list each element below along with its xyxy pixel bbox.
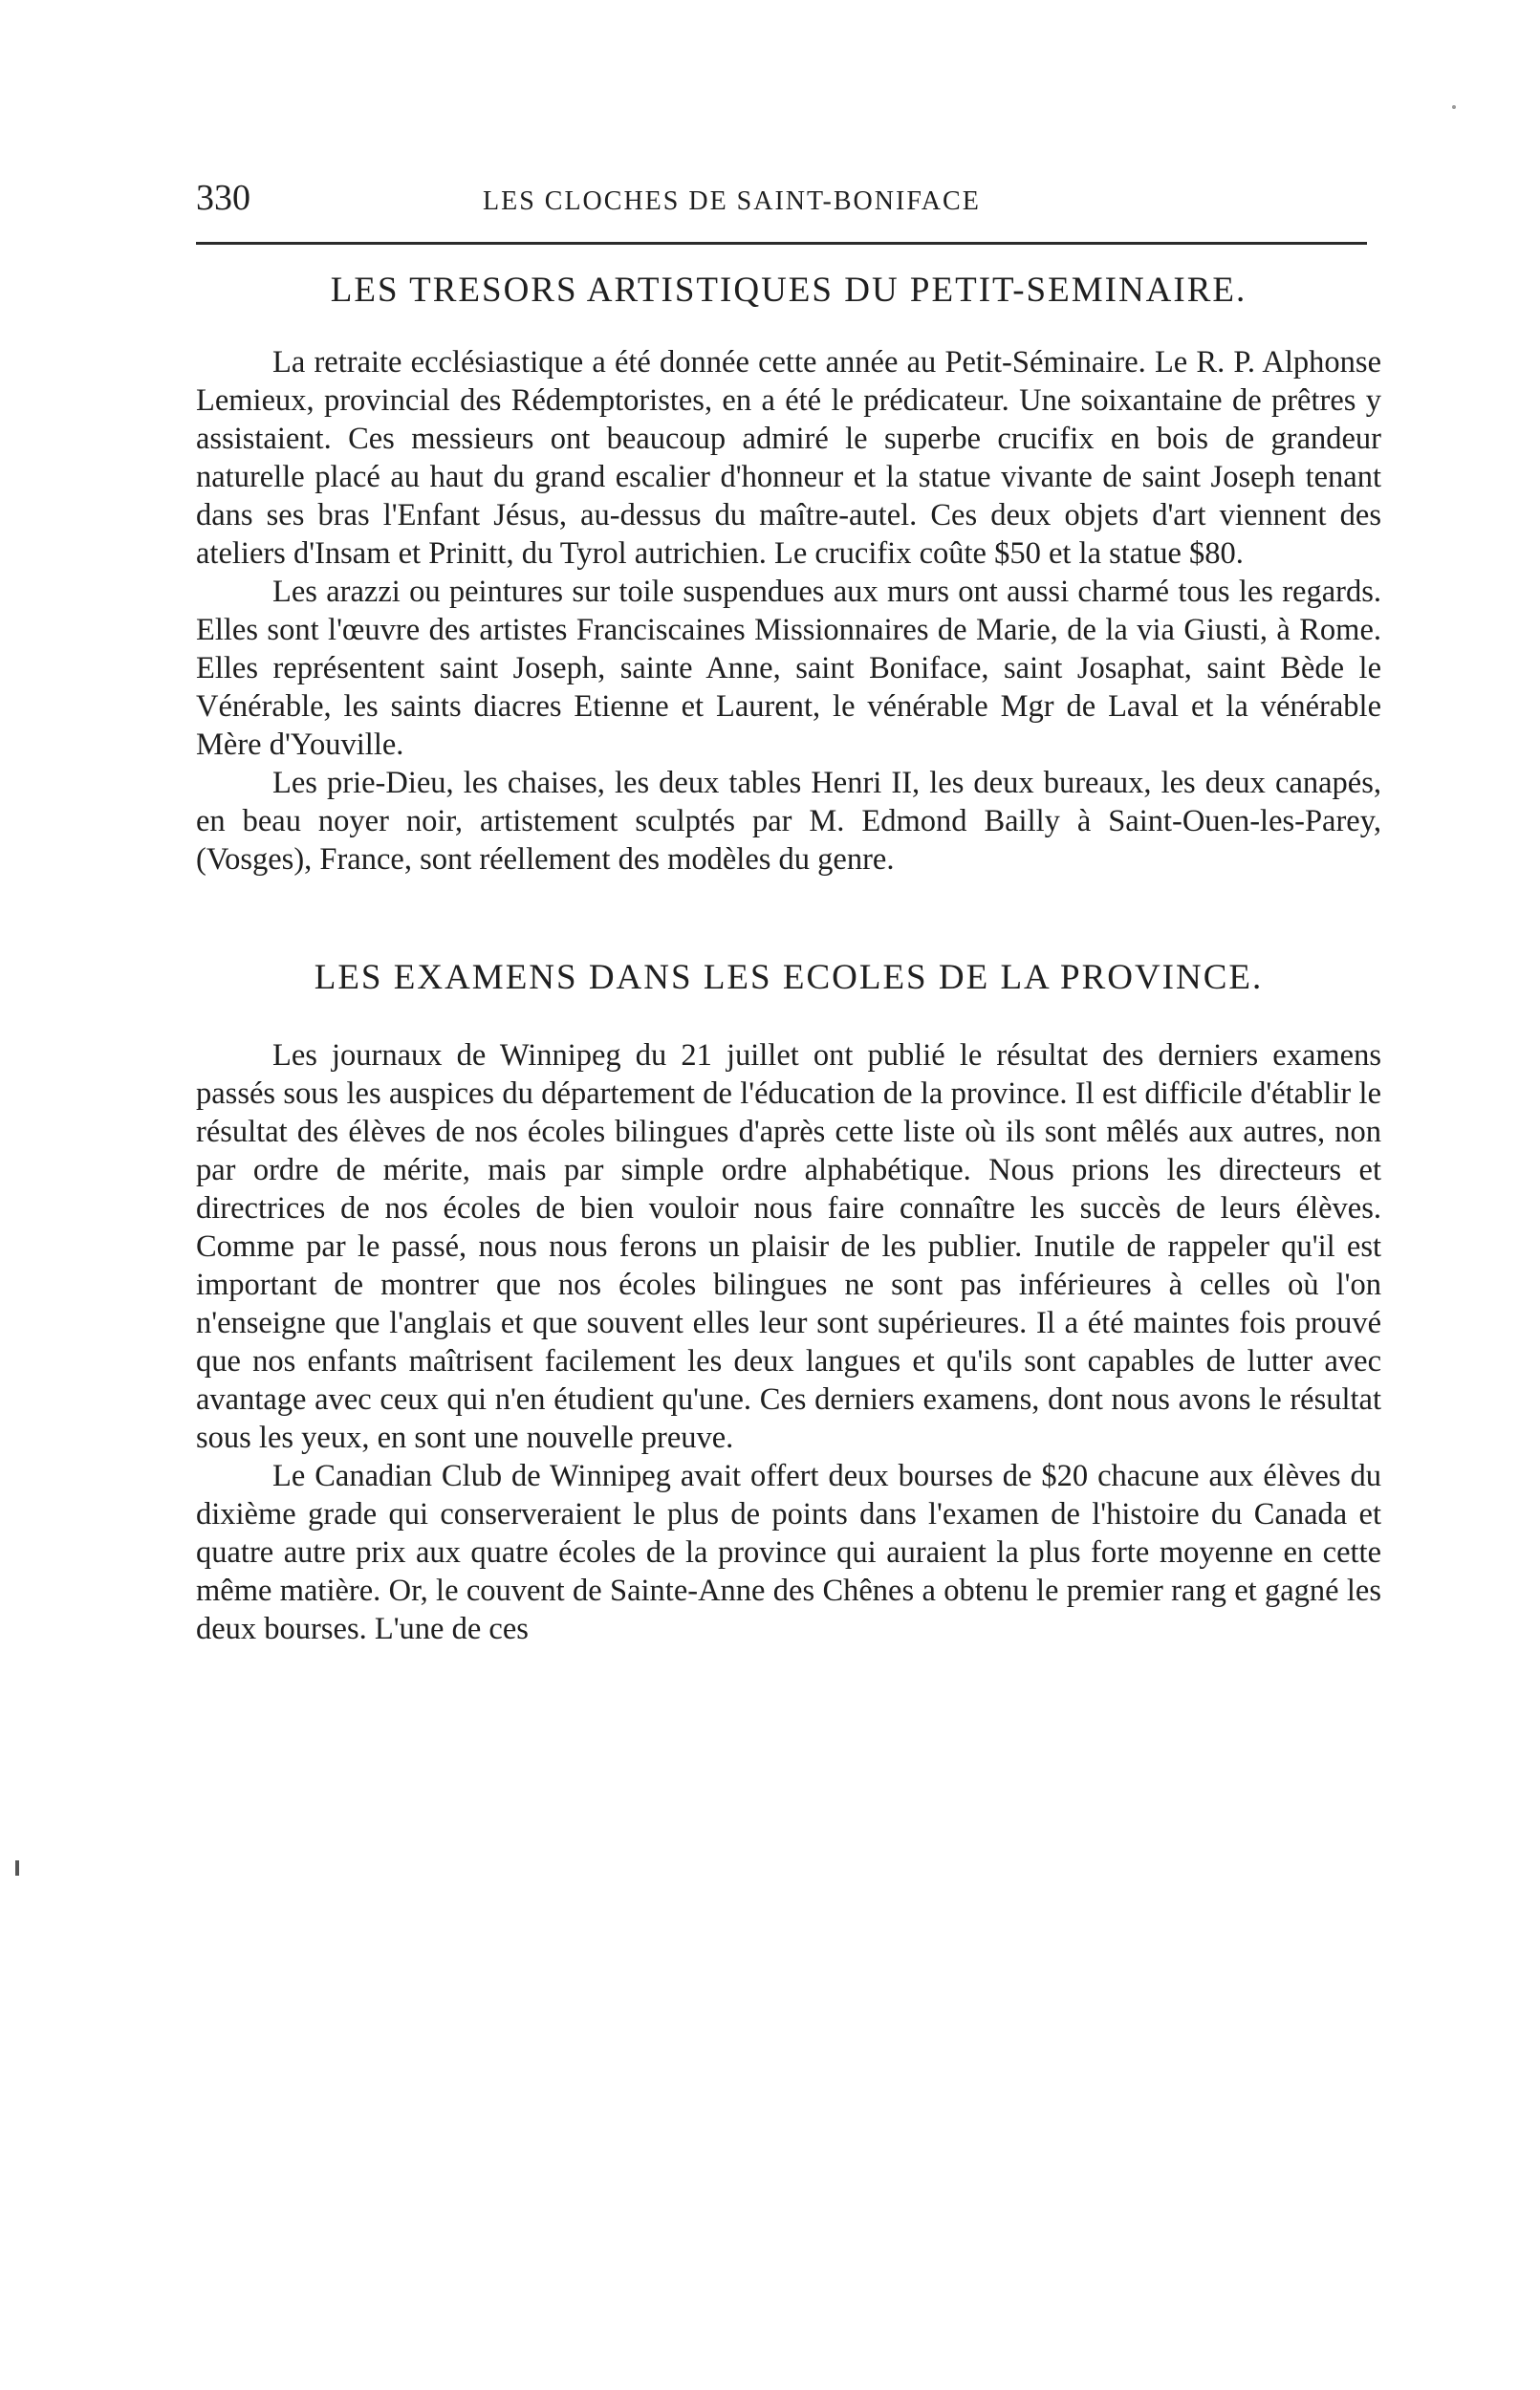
section-title: LES EXAMENS DANS LES ECOLES DE LA PROVINCE. [314, 958, 1264, 997]
section-body [196, 343, 1381, 879]
section-body [196, 1036, 1381, 1648]
running-head [196, 177, 1381, 223]
paragraph: Les journaux de Winnipeg du 21 juillet ont publié le résultat des derniers examens passés sous les auspices du département de l'éducation de la province. Il est difficile d'établir le résultat des élèves de nos écoles bilingues d'après cette liste où ils sont mêlés aux autres, non par ordre de mérite, mais par simple ordre alphabétique. Nous prions les directeurs et directrices de nos écoles de bien vouloir nous faire connaître les succès de leurs élèves. Comme par le passé, nous nous ferons un plaisir de les publier. Inutile de rappeler qu'il est important de montrer que nos écoles bilingues ne sont pas inférieures à celles où l'on n'enseigne que l'anglais et que souvent elles leur sont supérieures. Il a été maintes fois prouvé que nos enfants maîtrisent facilement les deux langues et qu'ils sont capables de lutter avec avantage avec ceux qui n'en étudient qu'une. Ces derniers examens, dont nous avons le résultat sous les yeux, en sont une nouvelle preuve. [196, 1038, 1381, 1455]
page-speck [1452, 105, 1456, 109]
running-title: LES CLOCHES DE SAINT-BONIFACE [483, 186, 981, 216]
paragraph: Les prie-Dieu, les chaises, les deux tables Henri II, les deux bureaux, les deux canapés, en beau noyer noir, artistement sculptés par M. Edmond Bailly à Saint-Ouen-les-Parey, (Vosges), France, sont réellement des modèles du genre. [196, 766, 1381, 877]
paragraph: Le Canadian Club de Winnipeg avait offert deux bourses de $20 chacune aux élèves du dixième grade qui conserveraient le plus de points dans l'examen de l'histoire du Canada et quatre autre prix aux quatre écoles de la province qui auraient la plus forte moyenne en cette même matière. Or, le couvent de Sainte-Anne des Chênes a obtenu le premier rang et gagné les deux bourses. L'une de ces [196, 1459, 1381, 1646]
section-title: LES TRESORS ARTISTIQUES DU PETIT-SEMINAIRE. [330, 271, 1247, 310]
page-number: 330 [196, 178, 250, 218]
section-examens [196, 957, 1381, 1648]
section-tresors-artistiques [196, 270, 1381, 879]
paragraph: La retraite ecclésiastique a été donnée cette année au Petit-Séminaire. Le R. P. Alphonse Lemieux, provincial des Rédemptoristes, en a été le prédicateur. Une soixantaine de prêtres y assistaient. Ces messieurs ont beaucoup admiré le superbe crucifix en bois de grandeur naturelle placé au haut du grand escalier d'honneur et la statue vivante de saint Joseph tenant dans ses bras l'Enfant Jésus, au-dessus du maître-autel. Ces deux objets d'art viennent des ateliers d'Insam et Prinitt, du Tyrol autrichien. Le crucifix coûte $50 et la statue $80. [196, 345, 1381, 571]
paragraph: Les arazzi ou peintures sur toile suspendues aux murs ont aussi charmé tous les regards. Elles sont l'œuvre des artistes Franciscaines Missionnaires de Marie, de la via Giusti, à Rome. Elles représentent saint Joseph, sainte Anne, saint Boniface, saint Josaphat, saint Bède le Vénérable, les saints diacres Etienne et Laurent, le vénérable Mgr de Laval et la vénérable Mère d'Youville. [196, 575, 1381, 762]
margin-mark [15, 1860, 19, 1876]
book-page [196, 177, 1381, 1648]
header-rule [196, 242, 1367, 245]
